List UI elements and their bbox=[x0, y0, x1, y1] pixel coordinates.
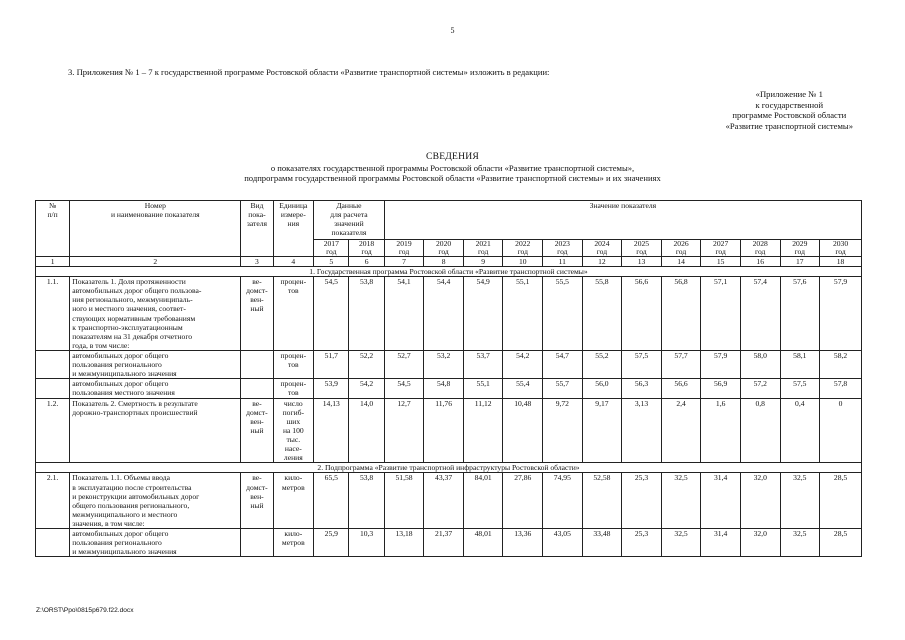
cell-value: 57,4 bbox=[740, 277, 780, 351]
column-index-cell: 1 bbox=[36, 256, 70, 266]
cell-value: 52,2 bbox=[349, 351, 384, 379]
table-row bbox=[36, 398, 862, 463]
column-index-cell: 16 bbox=[740, 256, 780, 266]
cell-value: 56,9 bbox=[701, 379, 741, 398]
annex-header bbox=[726, 89, 853, 132]
header-row bbox=[36, 201, 862, 240]
cell-value: 33,48 bbox=[582, 529, 622, 557]
cell-value: 10,48 bbox=[503, 398, 543, 463]
footer-file-path: Z:\ORST\Ppo\0815p679.f22.docx bbox=[36, 607, 134, 614]
cell-value: 55,7 bbox=[543, 379, 583, 398]
header-kind: Вид пока- зателя bbox=[241, 201, 273, 257]
cell-value: 54,9 bbox=[463, 277, 503, 351]
cell-value: 74,95 bbox=[543, 473, 583, 529]
cell-num: 2.1. bbox=[36, 473, 70, 529]
column-index-cell: 6 bbox=[349, 256, 384, 266]
annex-line: «Приложение № 1 bbox=[755, 89, 823, 99]
cell-value: 25,3 bbox=[622, 529, 662, 557]
cell-unit: процен- тов bbox=[273, 351, 314, 379]
column-index-cell: 13 bbox=[622, 256, 662, 266]
cell-value: 53,9 bbox=[314, 379, 349, 398]
cell-indicator-name: Показатель 2. Смертность в результате дорожно-транспортных происшествий bbox=[70, 398, 241, 463]
document-subtitle-line: о показателях государственной программы Ростовской области «Развитие транспортной системы», bbox=[270, 162, 635, 173]
column-index-row bbox=[36, 256, 862, 266]
intro-text: 3. Приложения № 1 – 7 к государственной программе Ростовской области «Развитие транспортной системы» изложить в редакции: bbox=[68, 67, 550, 77]
cell-value: 9,72 bbox=[543, 398, 583, 463]
cell-unit: кило- метров bbox=[273, 529, 314, 557]
table-row bbox=[36, 473, 862, 529]
cell-value: 53,8 bbox=[349, 473, 384, 529]
cell-value: 56,8 bbox=[661, 277, 701, 351]
cell-indicator-name: автомобильных дорог общего пользования местного значения bbox=[70, 379, 241, 398]
annex-line: программе Ростовской области bbox=[732, 110, 847, 121]
section-row bbox=[36, 267, 862, 277]
cell-value: 55,1 bbox=[503, 277, 543, 351]
cell-value: 14,0 bbox=[349, 398, 384, 463]
cell-value: 57,2 bbox=[740, 379, 780, 398]
cell-unit: процен- тов bbox=[273, 379, 314, 398]
cell-num bbox=[36, 529, 70, 557]
section-row bbox=[36, 463, 862, 473]
cell-kind: ве- домст- вен- ный bbox=[241, 277, 273, 351]
cell-num bbox=[36, 379, 70, 398]
year-header: 2022 год bbox=[503, 240, 543, 257]
cell-unit: процен- тов bbox=[273, 277, 314, 351]
column-index-cell: 2 bbox=[70, 256, 241, 266]
cell-value: 25,3 bbox=[622, 473, 662, 529]
column-index-cell: 12 bbox=[582, 256, 622, 266]
table-row bbox=[36, 351, 862, 379]
column-index-cell: 3 bbox=[241, 256, 273, 266]
cell-value: 31,4 bbox=[701, 529, 741, 557]
page-number: 5 bbox=[450, 26, 455, 35]
cell-value: 54,5 bbox=[384, 379, 424, 398]
column-index-cell: 8 bbox=[424, 256, 464, 266]
cell-value: 0,4 bbox=[780, 398, 820, 463]
cell-value: 10,3 bbox=[349, 529, 384, 557]
year-header: 2023 год bbox=[543, 240, 583, 257]
year-header: 2021 год bbox=[463, 240, 503, 257]
cell-value: 54,5 bbox=[314, 277, 349, 351]
cell-value: 58,0 bbox=[740, 351, 780, 379]
cell-value: 54,1 bbox=[384, 277, 424, 351]
cell-value: 65,5 bbox=[314, 473, 349, 529]
column-index-cell: 7 bbox=[384, 256, 424, 266]
header-calc: Данные для расчета значений показателя bbox=[314, 201, 385, 240]
header-values: Значение показателя bbox=[384, 201, 861, 240]
cell-value: 54,4 bbox=[424, 277, 464, 351]
header-name: Номер и наименование показателя bbox=[70, 201, 241, 257]
year-header: 2024 год bbox=[582, 240, 622, 257]
cell-value: 32,5 bbox=[661, 529, 701, 557]
document-subtitle-line: подпрограмм государственной программы Ростовской области «Развитие транспортной системы» и их значениях bbox=[244, 173, 661, 184]
column-index-cell: 15 bbox=[701, 256, 741, 266]
cell-value: 11,12 bbox=[463, 398, 503, 463]
cell-value: 52,58 bbox=[582, 473, 622, 529]
cell-value: 32,0 bbox=[740, 529, 780, 557]
cell-value: 13,18 bbox=[384, 529, 424, 557]
cell-value: 28,5 bbox=[820, 529, 862, 557]
column-index-cell: 4 bbox=[273, 256, 314, 266]
cell-value: 21,37 bbox=[424, 529, 464, 557]
cell-value: 28,5 bbox=[820, 473, 862, 529]
cell-value: 51,7 bbox=[314, 351, 349, 379]
table-body bbox=[36, 267, 862, 557]
cell-value: 32,5 bbox=[780, 529, 820, 557]
cell-value: 56,6 bbox=[661, 379, 701, 398]
cell-value: 13,36 bbox=[503, 529, 543, 557]
cell-value: 27,86 bbox=[503, 473, 543, 529]
cell-value: 57,9 bbox=[820, 277, 862, 351]
year-header: 2019 год bbox=[384, 240, 424, 257]
cell-kind bbox=[241, 379, 273, 398]
cell-value: 11,76 bbox=[424, 398, 464, 463]
cell-kind: ве- домст- вен- ный bbox=[241, 473, 273, 529]
cell-value: 54,8 bbox=[424, 379, 464, 398]
year-header: 2029 год bbox=[780, 240, 820, 257]
cell-value: 43,37 bbox=[424, 473, 464, 529]
cell-value: 56,3 bbox=[622, 379, 662, 398]
cell-indicator-name: Показатель 1.1. Объемы ввода в эксплуатацию после строительства и реконструкции автомобильных дорог общего пользования регионального, межмуниципального и местного значения, в том числе: bbox=[70, 473, 241, 529]
cell-value: 32,5 bbox=[661, 473, 701, 529]
cell-value: 57,5 bbox=[780, 379, 820, 398]
cell-indicator-name: Показатель 1. Доля протяженности автомобильных дорог общего пользова- ния регионального, межмуниципаль- ного и местного значения, соответ- ствующих нормативным требованиям к транспортно-эксплуатационным показателям на 31 декабря отчетного года, в том числе: bbox=[70, 277, 241, 351]
cell-value: 9,17 bbox=[582, 398, 622, 463]
cell-value: 56,6 bbox=[622, 277, 662, 351]
cell-value: 2,4 bbox=[661, 398, 701, 463]
column-index-cell: 14 bbox=[661, 256, 701, 266]
cell-unit: кило- метров bbox=[273, 473, 314, 529]
column-index-cell: 18 bbox=[820, 256, 862, 266]
year-header: 2020 год bbox=[424, 240, 464, 257]
cell-value: 0 bbox=[820, 398, 862, 463]
cell-value: 51,58 bbox=[384, 473, 424, 529]
cell-value: 3,13 bbox=[622, 398, 662, 463]
cell-value: 55,5 bbox=[543, 277, 583, 351]
cell-kind bbox=[241, 529, 273, 557]
cell-value: 32,5 bbox=[780, 473, 820, 529]
cell-kind: ве- домст- вен- ный bbox=[241, 398, 273, 463]
column-index-cell: 10 bbox=[503, 256, 543, 266]
cell-kind bbox=[241, 351, 273, 379]
cell-value: 25,9 bbox=[314, 529, 349, 557]
cell-value: 55,8 bbox=[582, 277, 622, 351]
cell-unit: число погиб- ших на 100 тыс. насе- ления bbox=[273, 398, 314, 463]
cell-num: 1.1. bbox=[36, 277, 70, 351]
year-header: 2017 год bbox=[314, 240, 349, 257]
header-unit: Единица измере- ния bbox=[273, 201, 314, 257]
cell-value: 54,2 bbox=[349, 379, 384, 398]
cell-value: 53,2 bbox=[424, 351, 464, 379]
table-row bbox=[36, 277, 862, 351]
cell-indicator-name: автомобильных дорог общего пользования регионального и межмуниципального значения bbox=[70, 351, 241, 379]
year-header: 2026 год bbox=[661, 240, 701, 257]
cell-value: 31,4 bbox=[701, 473, 741, 529]
cell-value: 55,1 bbox=[463, 379, 503, 398]
annex-line: к государственной bbox=[755, 99, 824, 110]
year-header: 2025 год bbox=[622, 240, 662, 257]
year-header: 2018 год bbox=[349, 240, 384, 257]
document-title: СВЕДЕНИЯ bbox=[426, 151, 479, 162]
cell-value: 55,2 bbox=[582, 351, 622, 379]
cell-value: 57,7 bbox=[661, 351, 701, 379]
year-header: 2027 год bbox=[701, 240, 741, 257]
cell-value: 54,2 bbox=[503, 351, 543, 379]
cell-value: 12,7 bbox=[384, 398, 424, 463]
cell-value: 56,0 bbox=[582, 379, 622, 398]
cell-value: 53,7 bbox=[463, 351, 503, 379]
cell-value: 57,5 bbox=[622, 351, 662, 379]
cell-value: 55,4 bbox=[503, 379, 543, 398]
title-block bbox=[0, 151, 905, 184]
column-index-cell: 11 bbox=[543, 256, 583, 266]
cell-value: 53,8 bbox=[349, 277, 384, 351]
cell-num bbox=[36, 351, 70, 379]
indicators-table bbox=[35, 200, 862, 557]
header-num: № п/п bbox=[36, 201, 70, 257]
cell-value: 57,9 bbox=[701, 351, 741, 379]
section-title: 2. Подпрограмма «Развитие транспортной инфраструктуры Ростовской области» bbox=[36, 463, 862, 473]
cell-value: 58,1 bbox=[780, 351, 820, 379]
table-row bbox=[36, 379, 862, 398]
column-index-cell: 5 bbox=[314, 256, 349, 266]
cell-value: 84,01 bbox=[463, 473, 503, 529]
cell-value: 57,6 bbox=[780, 277, 820, 351]
cell-value: 58,2 bbox=[820, 351, 862, 379]
cell-value: 57,1 bbox=[701, 277, 741, 351]
cell-value: 52,7 bbox=[384, 351, 424, 379]
cell-value: 57,8 bbox=[820, 379, 862, 398]
cell-value: 14,13 bbox=[314, 398, 349, 463]
section-title: 1. Государственная программа Ростовской области «Развитие транспортной системы» bbox=[36, 267, 862, 277]
cell-value: 48,01 bbox=[463, 529, 503, 557]
cell-num: 1.2. bbox=[36, 398, 70, 463]
annex-line: «Развитие транспортной системы» bbox=[725, 121, 853, 132]
table-head bbox=[36, 201, 862, 267]
cell-value: 43,05 bbox=[543, 529, 583, 557]
column-index-cell: 17 bbox=[780, 256, 820, 266]
year-header: 2030 год bbox=[820, 240, 862, 257]
cell-value: 54,7 bbox=[543, 351, 583, 379]
indicators-table-wrapper bbox=[35, 200, 862, 557]
column-index-cell: 9 bbox=[463, 256, 503, 266]
year-header: 2028 год bbox=[740, 240, 780, 257]
cell-value: 1,6 bbox=[701, 398, 741, 463]
cell-indicator-name: автомобильных дорог общего пользования регионального и межмуниципального значения bbox=[70, 529, 241, 557]
cell-value: 0,8 bbox=[740, 398, 780, 463]
table-row bbox=[36, 529, 862, 557]
cell-value: 32,0 bbox=[740, 473, 780, 529]
